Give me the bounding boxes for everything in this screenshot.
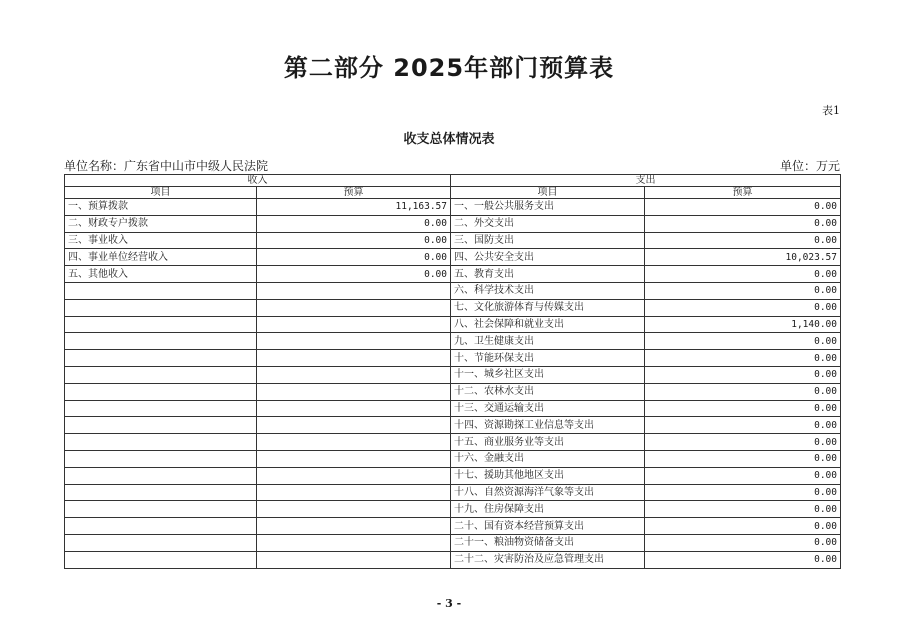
income-budget-cell bbox=[257, 551, 451, 568]
income-budget-cell bbox=[257, 450, 451, 467]
expense-item-cell: 四、公共安全支出 bbox=[451, 249, 645, 266]
income-item-cell bbox=[65, 467, 257, 484]
expense-item-cell: 二十一、粮油物资储备支出 bbox=[451, 534, 645, 551]
expense-item-cell: 二十二、灾害防治及应急管理支出 bbox=[451, 551, 645, 568]
expense-item-cell: 五、教育支出 bbox=[451, 266, 645, 283]
income-item-cell: 四、事业单位经营收入 bbox=[65, 249, 257, 266]
income-item-cell: 三、事业收入 bbox=[65, 232, 257, 249]
expense-budget-header: 预算 bbox=[645, 187, 841, 199]
income-budget-cell bbox=[257, 383, 451, 400]
income-budget-cell bbox=[257, 350, 451, 367]
income-budget-cell bbox=[257, 299, 451, 316]
expense-budget-cell: 0.00 bbox=[645, 467, 841, 484]
table-row bbox=[65, 316, 841, 333]
income-item-cell bbox=[65, 383, 257, 400]
expense-budget-cell: 0.00 bbox=[645, 518, 841, 535]
table-row bbox=[65, 366, 841, 383]
expense-item-cell: 十七、援助其他地区支出 bbox=[451, 467, 645, 484]
expense-budget-cell: 0.00 bbox=[645, 484, 841, 501]
expense-budget-cell: 0.00 bbox=[645, 551, 841, 568]
income-budget-cell: 0.00 bbox=[257, 215, 451, 232]
expense-item-cell: 一、一般公共服务支出 bbox=[451, 199, 645, 216]
expense-item-cell: 十六、金融支出 bbox=[451, 450, 645, 467]
expense-budget-cell: 0.00 bbox=[645, 350, 841, 367]
income-budget-cell bbox=[257, 434, 451, 451]
budget-table bbox=[64, 174, 841, 569]
income-budget-cell bbox=[257, 333, 451, 350]
income-header: 收入 bbox=[65, 175, 451, 187]
income-budget-cell bbox=[257, 417, 451, 434]
income-budget-cell bbox=[257, 484, 451, 501]
unit-name-label: 单位名称：广东省中山市中级人民法院 bbox=[64, 159, 269, 173]
table-row bbox=[65, 333, 841, 350]
table-row bbox=[65, 551, 841, 568]
expense-item-cell: 二、外交支出 bbox=[451, 215, 645, 232]
income-budget-cell bbox=[257, 467, 451, 484]
income-budget-cell: 0.00 bbox=[257, 249, 451, 266]
expense-item-header: 项目 bbox=[451, 187, 645, 199]
income-item-cell bbox=[65, 350, 257, 367]
expense-budget-cell: 0.00 bbox=[645, 417, 841, 434]
table-row bbox=[65, 484, 841, 501]
income-budget-cell bbox=[257, 366, 451, 383]
income-budget-cell bbox=[257, 282, 451, 299]
income-budget-cell bbox=[257, 501, 451, 518]
expense-budget-cell: 0.00 bbox=[645, 299, 841, 316]
table-row bbox=[65, 350, 841, 367]
income-item-cell bbox=[65, 450, 257, 467]
table-row bbox=[65, 215, 841, 232]
income-budget-cell: 0.00 bbox=[257, 266, 451, 283]
income-item-cell bbox=[65, 434, 257, 451]
table-row bbox=[65, 501, 841, 518]
table-row bbox=[65, 534, 841, 551]
expense-item-cell: 十四、资源勘探工业信息等支出 bbox=[451, 417, 645, 434]
income-budget-cell bbox=[257, 400, 451, 417]
income-item-cell bbox=[65, 282, 257, 299]
table-row bbox=[65, 232, 841, 249]
expense-item-cell: 十三、交通运输支出 bbox=[451, 400, 645, 417]
table-row bbox=[65, 467, 841, 484]
expense-budget-cell: 0.00 bbox=[645, 282, 841, 299]
expense-item-cell: 八、社会保障和就业支出 bbox=[451, 316, 645, 333]
table-row bbox=[65, 450, 841, 467]
table-row bbox=[65, 434, 841, 451]
expense-budget-cell: 0.00 bbox=[645, 450, 841, 467]
income-budget-cell bbox=[257, 518, 451, 535]
income-item-cell bbox=[65, 366, 257, 383]
table-number: 表1 bbox=[822, 104, 840, 117]
expense-budget-cell: 0.00 bbox=[645, 266, 841, 283]
expense-budget-cell: 0.00 bbox=[645, 434, 841, 451]
income-budget-cell: 11,163.57 bbox=[257, 199, 451, 216]
expense-item-cell: 九、卫生健康支出 bbox=[451, 333, 645, 350]
expense-budget-cell: 0.00 bbox=[645, 383, 841, 400]
income-item-header: 项目 bbox=[65, 187, 257, 199]
expense-item-cell: 三、国防支出 bbox=[451, 232, 645, 249]
table-row bbox=[65, 518, 841, 535]
table-row bbox=[65, 417, 841, 434]
income-item-cell bbox=[65, 400, 257, 417]
expense-header: 支出 bbox=[451, 175, 841, 187]
expense-budget-cell: 0.00 bbox=[645, 215, 841, 232]
table-row bbox=[65, 266, 841, 283]
income-item-cell bbox=[65, 551, 257, 568]
expense-item-cell: 七、文化旅游体育与传媒支出 bbox=[451, 299, 645, 316]
expense-item-cell: 十五、商业服务业等支出 bbox=[451, 434, 645, 451]
table-row bbox=[65, 282, 841, 299]
expense-item-cell: 十一、城乡社区支出 bbox=[451, 366, 645, 383]
expense-item-cell: 十二、农林水支出 bbox=[451, 383, 645, 400]
income-item-cell: 一、预算拨款 bbox=[65, 199, 257, 216]
income-item-cell bbox=[65, 534, 257, 551]
table-row bbox=[65, 249, 841, 266]
page-title: 第二部分 2025年部门预算表 bbox=[283, 54, 615, 82]
income-budget-header: 预算 bbox=[257, 187, 451, 199]
table-row bbox=[65, 299, 841, 316]
expense-item-cell: 十八、自然资源海洋气象等支出 bbox=[451, 484, 645, 501]
income-budget-cell bbox=[257, 534, 451, 551]
income-item-cell: 五、其他收入 bbox=[65, 266, 257, 283]
expense-budget-cell: 0.00 bbox=[645, 534, 841, 551]
expense-budget-cell: 1,140.00 bbox=[645, 316, 841, 333]
income-item-cell bbox=[65, 333, 257, 350]
income-item-cell bbox=[65, 417, 257, 434]
table-body bbox=[65, 199, 841, 569]
income-budget-cell: 0.00 bbox=[257, 232, 451, 249]
table-row bbox=[65, 383, 841, 400]
income-item-cell bbox=[65, 484, 257, 501]
expense-item-cell: 六、科学技术支出 bbox=[451, 282, 645, 299]
page-number: - 3 - bbox=[436, 597, 462, 610]
table-row bbox=[65, 400, 841, 417]
income-item-cell bbox=[65, 518, 257, 535]
unit-label: 单位：万元 bbox=[779, 159, 840, 173]
expense-item-cell: 二十、国有资本经营预算支出 bbox=[451, 518, 645, 535]
expense-item-cell: 十、节能环保支出 bbox=[451, 350, 645, 367]
expense-budget-cell: 0.00 bbox=[645, 232, 841, 249]
expense-budget-cell: 10,023.57 bbox=[645, 249, 841, 266]
table-row bbox=[65, 199, 841, 216]
expense-budget-cell: 0.00 bbox=[645, 199, 841, 216]
expense-budget-cell: 0.00 bbox=[645, 333, 841, 350]
table-name: 收支总体情况表 bbox=[403, 132, 495, 147]
income-item-cell: 二、财政专户拨款 bbox=[65, 215, 257, 232]
expense-budget-cell: 0.00 bbox=[645, 501, 841, 518]
income-item-cell bbox=[65, 299, 257, 316]
income-item-cell bbox=[65, 501, 257, 518]
income-item-cell bbox=[65, 316, 257, 333]
expense-budget-cell: 0.00 bbox=[645, 366, 841, 383]
expense-budget-cell: 0.00 bbox=[645, 400, 841, 417]
expense-item-cell: 十九、住房保障支出 bbox=[451, 501, 645, 518]
income-budget-cell bbox=[257, 316, 451, 333]
